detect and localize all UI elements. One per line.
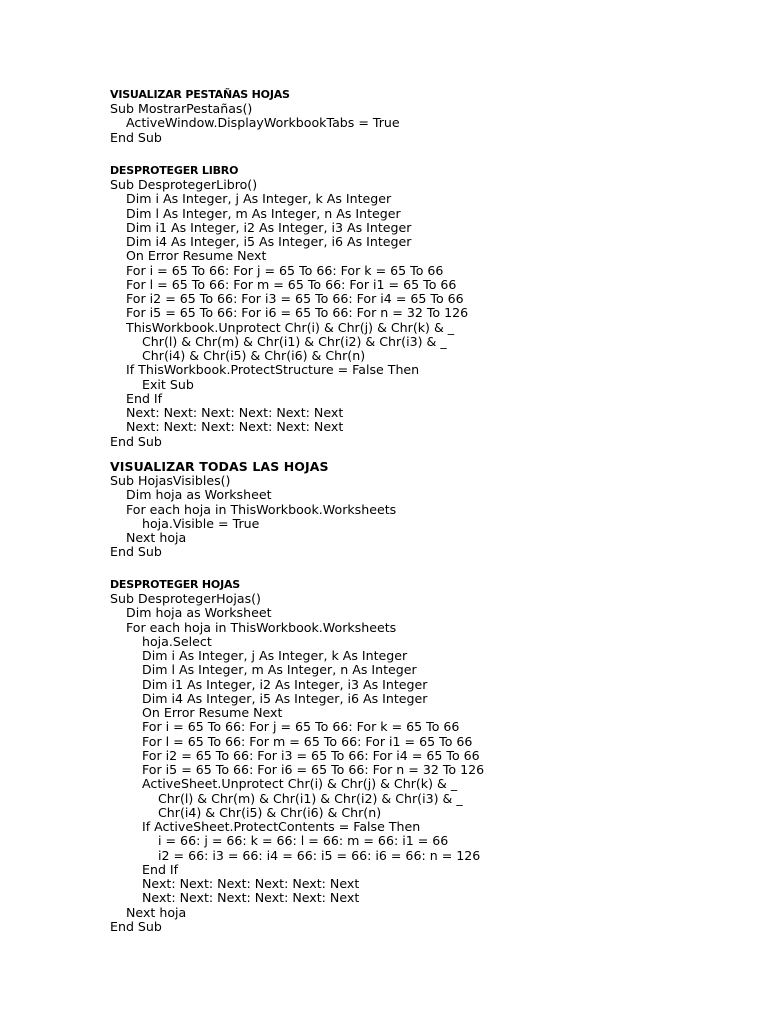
section-heading: DESPROTEGER HOJAS — [110, 578, 240, 591]
code-line: If ThisWorkbook.ProtectStructure = False Then — [126, 362, 420, 378]
code-line: End If — [126, 390, 163, 406]
code-line: Sub MostrarPestañas() — [110, 101, 253, 117]
code-line: For i5 = 65 To 66: For i6 = 65 To 66: For n = 32 To 126 — [142, 762, 485, 778]
code-line: Chr(l) & Chr(m) & Chr(i1) & Chr(i2) & Chr(i3) & _ — [142, 333, 447, 349]
code-line: hoja.Select — [142, 633, 212, 649]
code-line: End Sub — [110, 918, 162, 934]
code-line: Dim i4 As Integer, i5 As Integer, i6 As Integer — [142, 690, 428, 706]
code-line: Next hoja — [126, 904, 187, 920]
code-line: Next: Next: Next: Next: Next: Next — [126, 419, 344, 435]
code-line: For i2 = 65 To 66: For i3 = 65 To 66: For i4 = 65 To 66 — [142, 747, 480, 763]
code-line: For each hoja in ThisWorkbook.Worksheets — [126, 619, 397, 635]
code-line: For i5 = 65 To 66: For i6 = 65 To 66: For n = 32 To 126 — [126, 305, 469, 321]
code-line: Sub DesprotegerLibro() — [110, 177, 258, 193]
code-line: For i2 = 65 To 66: For i3 = 65 To 66: For i4 = 65 To 66 — [126, 291, 464, 307]
code-line: For each hoja in ThisWorkbook.Worksheets — [126, 501, 397, 517]
code-line: For i = 65 To 66: For j = 65 To 66: For k = 65 To 66 — [126, 262, 444, 278]
code-line: Next: Next: Next: Next: Next: Next — [142, 876, 360, 892]
code-line: Sub HojasVisibles() — [110, 473, 231, 489]
section-visualizar-todas-hojas — [110, 460, 748, 560]
code-line: Next: Next: Next: Next: Next: Next — [142, 890, 360, 906]
code-line: Dim i4 As Integer, i5 As Integer, i6 As Integer — [126, 234, 412, 250]
code-line: ActiveSheet.Unprotect Chr(i) & Chr(j) & Chr(k) & _ — [142, 776, 458, 792]
section-heading: VISUALIZAR PESTAÑAS HOJAS — [110, 88, 290, 101]
code-line: On Error Resume Next — [142, 705, 283, 721]
code-line: Chr(i4) & Chr(i5) & Chr(i6) & Chr(n) — [158, 804, 382, 820]
section-heading: VISUALIZAR TODAS LAS HOJAS — [110, 459, 329, 474]
section-desproteger-libro — [110, 164, 748, 449]
code-line: For l = 65 To 66: For m = 65 To 66: For i1 = 65 To 66 — [142, 733, 473, 749]
code-line: End Sub — [110, 129, 162, 145]
code-line: Dim i1 As Integer, i2 As Integer, i3 As Integer — [126, 219, 412, 235]
section-heading: DESPROTEGER LIBRO — [110, 164, 239, 177]
code-line: If ActiveSheet.ProtectContents = False Then — [142, 819, 421, 835]
code-line: ActiveWindow.DisplayWorkbookTabs = True — [126, 115, 400, 131]
code-line: i = 66: j = 66: k = 66: l = 66: m = 66: i1 = 66 — [158, 833, 449, 849]
code-line: Dim hoja as Worksheet — [126, 487, 272, 503]
code-line: For l = 65 To 66: For m = 65 To 66: For i1 = 65 To 66 — [126, 276, 457, 292]
code-line: ThisWorkbook.Unprotect Chr(i) & Chr(j) & Chr(k) & _ — [126, 319, 455, 335]
code-line: Dim i As Integer, j As Integer, k As Integer — [126, 191, 392, 207]
code-line: Exit Sub — [142, 376, 194, 392]
code-line: Dim hoja as Worksheet — [126, 605, 272, 621]
code-line: Next hoja — [126, 530, 187, 546]
code-line: Chr(i4) & Chr(i5) & Chr(i6) & Chr(n) — [142, 348, 366, 364]
code-line: Next: Next: Next: Next: Next: Next — [126, 405, 344, 421]
code-line: Dim l As Integer, m As Integer, n As Integer — [126, 205, 401, 221]
code-line: hoja.Visible = True — [142, 515, 260, 531]
code-line: End Sub — [110, 544, 162, 560]
code-line: i2 = 66: i3 = 66: i4 = 66: i5 = 66: i6 = 66: n = 126 — [158, 847, 481, 863]
code-line: Sub DesprotegerHojas() — [110, 591, 261, 607]
code-line: Dim i1 As Integer, i2 As Integer, i3 As Integer — [142, 676, 428, 692]
code-line: End If — [142, 861, 179, 877]
section-desproteger-hojas — [110, 578, 748, 934]
code-line: Chr(l) & Chr(m) & Chr(i1) & Chr(i2) & Chr(i3) & _ — [158, 790, 463, 806]
code-line: Dim i As Integer, j As Integer, k As Integer — [142, 648, 408, 664]
code-line: On Error Resume Next — [126, 248, 267, 264]
code-line: Dim l As Integer, m As Integer, n As Integer — [142, 662, 417, 678]
section-visualizar-pestanas — [110, 88, 748, 145]
code-line: End Sub — [110, 433, 162, 449]
code-line: For i = 65 To 66: For j = 65 To 66: For k = 65 To 66 — [142, 719, 460, 735]
